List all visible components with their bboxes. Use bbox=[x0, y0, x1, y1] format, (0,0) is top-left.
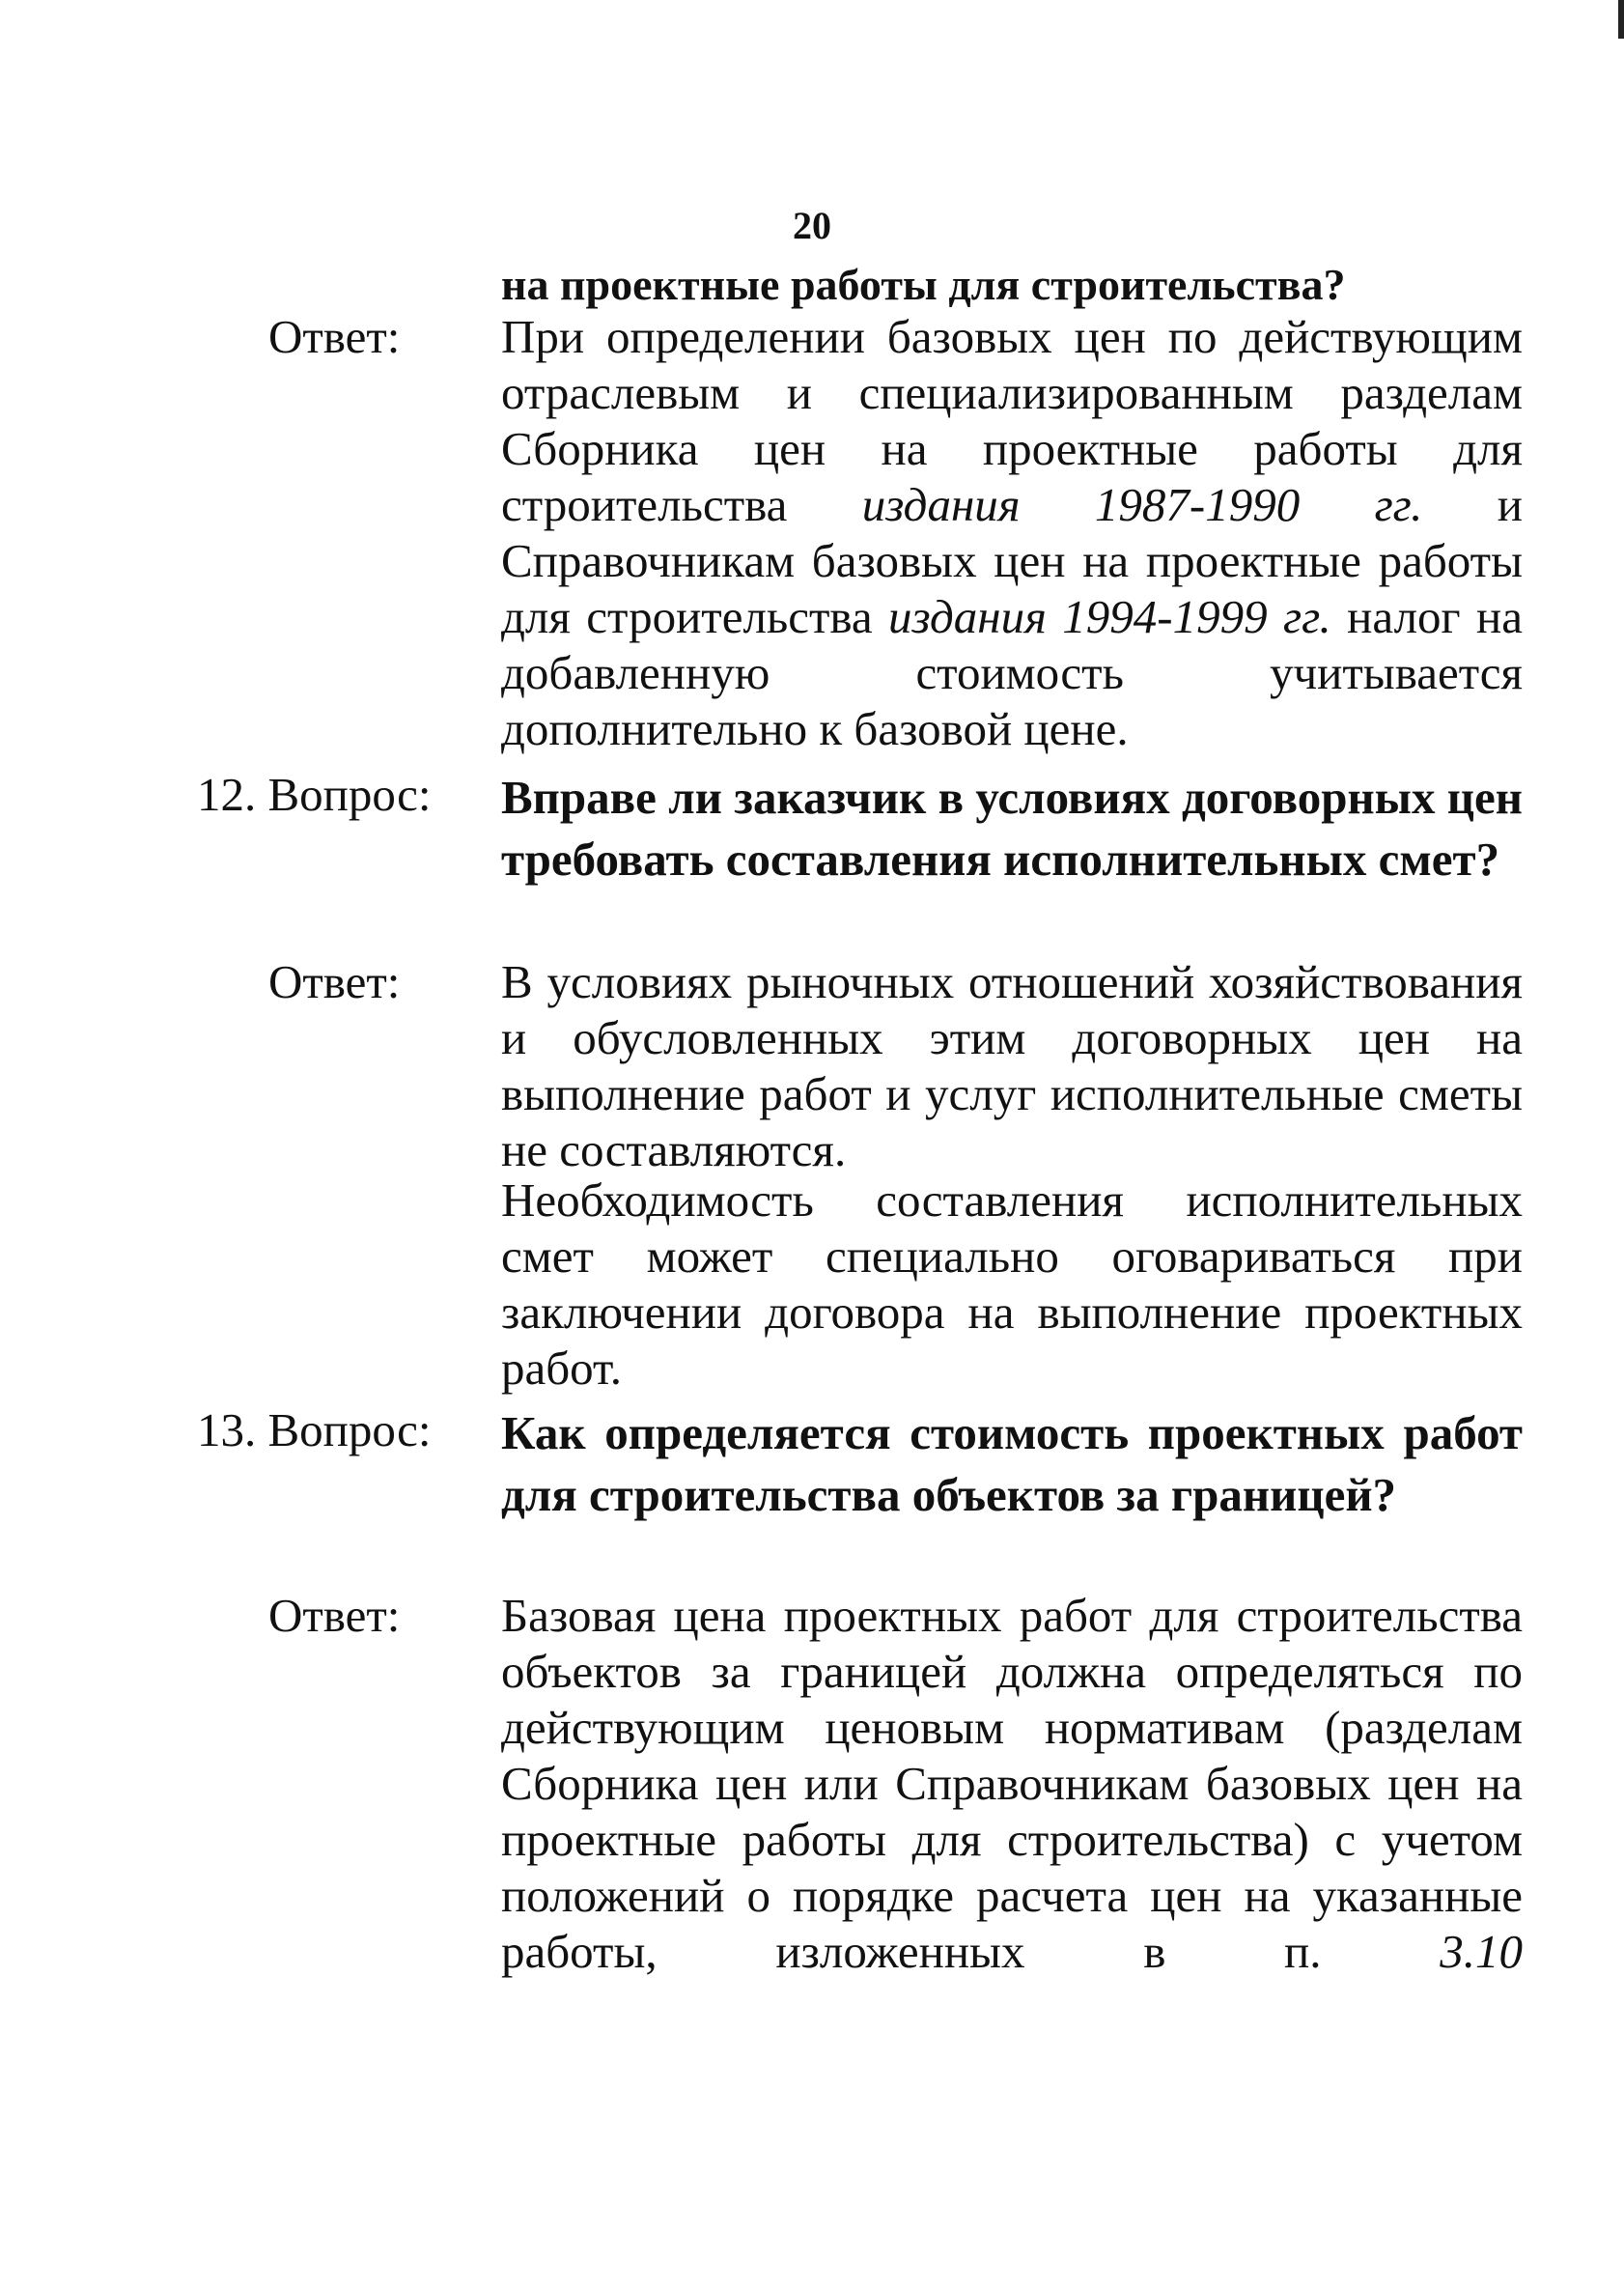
answer-label: Ответ: bbox=[268, 310, 401, 363]
answer-text-part: При определении базовых цен по действующим отраслевым и специализированным разделам Сборника цен на проектные работы для строительства bbox=[501, 310, 1523, 531]
answer-text-part: налог на добавленную стоимость учитывается дополнительно к базовой цене. bbox=[501, 590, 1523, 755]
question-label: 13. Вопрос: bbox=[197, 1403, 432, 1456]
question-label: 12. Вопрос: bbox=[197, 768, 432, 821]
answer-text-part: и Справочникам базовых цен на проектные работы для строительства bbox=[501, 478, 1523, 643]
page-number: 20 bbox=[793, 204, 831, 247]
answer-text bbox=[501, 1588, 1523, 1980]
continuation-heading: на проектные работы для строительства? bbox=[501, 260, 1346, 309]
answer-paragraph-1: В условиях рыночных отношений хозяйствования и обусловленных этим договорных цен на выполнение работ и услуг исполнительные сметы не составляются. bbox=[501, 955, 1523, 1176]
question-text: Вправе ли заказчик в условиях договорных цен требовать составления исполнительных смет? bbox=[501, 771, 1523, 886]
answer-italic-edition: издания 1994-1999 гг. bbox=[888, 590, 1331, 643]
answer-label: Ответ: bbox=[268, 1589, 401, 1642]
question-text: Как определяется стоимость проектных работ для строительства объектов за границей? bbox=[501, 1406, 1523, 1521]
answer-paragraph-2: Необходимость составления исполнительных смет может специально оговариваться при заключении договора на выполнение проектных работ. bbox=[501, 1173, 1523, 1395]
answer-text bbox=[501, 309, 1523, 757]
answer-italic-edition: издания 1987-1990 гг. bbox=[861, 478, 1423, 531]
answer-italic-reference: 3.10 bbox=[1440, 1925, 1523, 1978]
answer-label: Ответ: bbox=[268, 955, 401, 1008]
scan-edge-mark bbox=[1618, 0, 1624, 39]
answer-text-part: Базовая цена проектных работ для строительства объектов за границей должна определяться по действующим ценовым нормативам (разделам Сборника цен или Справочникам базовых цен на проектные работы для строительства) с учетом положений о порядке расчета цен на указанные работы, изложенных в п. bbox=[501, 1589, 1523, 1978]
